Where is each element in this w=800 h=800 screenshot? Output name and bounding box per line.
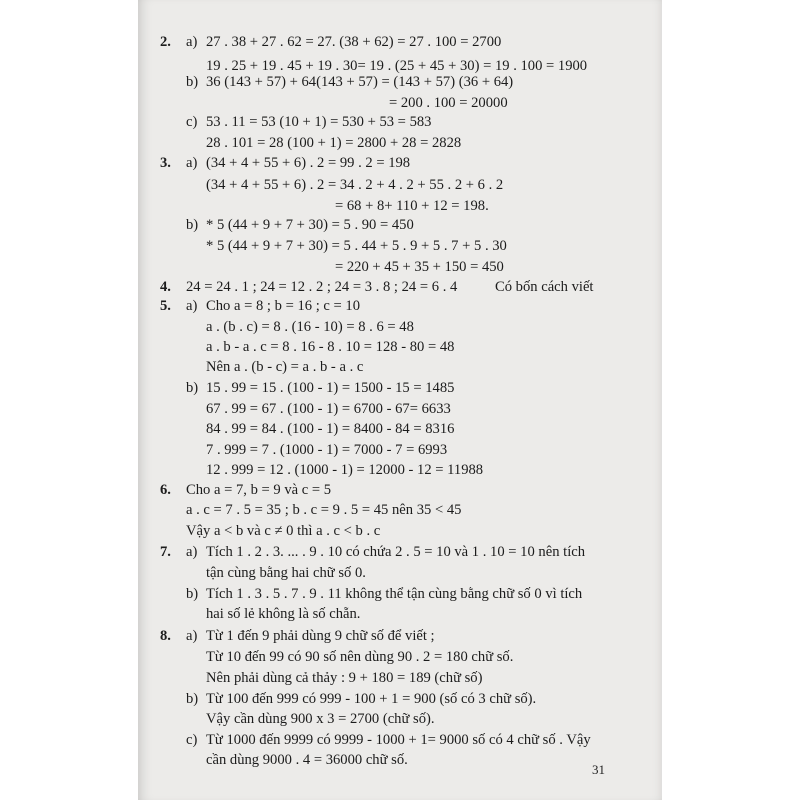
problem-6-line-3: Vậy a < b và c ≠ 0 thì a . c < b . c xyxy=(186,523,381,539)
problem-2b-label: b) xyxy=(186,74,199,90)
problem-4-line-2: Có bốn cách viết xyxy=(495,279,594,295)
problem-2a-label: a) xyxy=(186,34,198,50)
problem-6-number: 6. xyxy=(160,482,171,498)
problem-5-line-4: Nên a . (b - c) = a . b - a . c xyxy=(206,359,364,375)
problem-8-line-4: Từ 100 đến 999 có 999 - 100 + 1 = 900 (số có 3 chữ số). xyxy=(206,691,537,707)
problem-2-line-2: 19 . 25 + 19 . 45 + 19 . 30= 19 . (25 + 45 + 30) = 19 . 100 = 1900 xyxy=(206,58,588,74)
book-page xyxy=(138,0,662,800)
problem-3-line-5: * 5 (44 + 9 + 7 + 30) = 5 . 44 + 5 . 9 + 5 . 7 + 5 . 30 xyxy=(206,238,507,254)
problem-8-line-1: Từ 1 đến 9 phải dùng 9 chữ số để viết ; xyxy=(206,628,435,644)
problem-5a-label: a) xyxy=(186,298,198,314)
problem-7-line-4: hai số lẻ không là số chẵn. xyxy=(206,606,361,622)
problem-5-line-7: 84 . 99 = 84 . (100 - 1) = 8400 - 84 = 8316 xyxy=(206,421,455,437)
problem-2-line-5: 53 . 11 = 53 (10 + 1) = 530 + 53 = 583 xyxy=(206,114,432,130)
problem-3a-label: a) xyxy=(186,155,198,171)
problem-5-line-2: a . (b . c) = 8 . (16 - 10) = 8 . 6 = 48 xyxy=(206,319,414,335)
problem-3-line-1: (34 + 4 + 55 + 6) . 2 = 99 . 2 = 198 xyxy=(206,155,411,171)
problem-5-line-6: 67 . 99 = 67 . (100 - 1) = 6700 - 67= 6633 xyxy=(206,401,451,417)
problem-3-line-4: * 5 (44 + 9 + 7 + 30) = 5 . 90 = 450 xyxy=(206,217,414,233)
problem-4-number: 4. xyxy=(160,279,171,295)
problem-8-line-2: Từ 10 đến 99 có 90 số nên dùng 90 . 2 = 180 chữ số. xyxy=(206,649,514,665)
problem-7-line-2: tận cùng bằng hai chữ số 0. xyxy=(206,565,366,581)
problem-3-line-2: (34 + 4 + 55 + 6) . 2 = 34 . 2 + 4 . 2 + 55 . 2 + 6 . 2 xyxy=(206,177,504,193)
problem-8-line-7: cần dùng 9000 . 4 = 36000 chữ số. xyxy=(206,752,408,768)
problem-8a-label: a) xyxy=(186,628,198,644)
problem-5-line-1: Cho a = 8 ; b = 16 ; c = 10 xyxy=(206,298,360,314)
problem-5b-label: b) xyxy=(186,380,199,396)
problem-8-line-3: Nên phải dùng cả thảy : 9 + 180 = 189 (chữ số) xyxy=(206,670,483,686)
problem-6-line-2: a . c = 7 . 5 = 35 ; b . c = 9 . 5 = 45 nên 35 < 45 xyxy=(186,502,462,518)
problem-2-line-3: 36 (143 + 57) + 64(143 + 57) = (143 + 57) (36 + 64) xyxy=(206,74,514,90)
problem-5-number: 5. xyxy=(160,298,171,314)
problem-8b-label: b) xyxy=(186,691,199,707)
problem-8-number: 8. xyxy=(160,628,171,644)
problem-2-line-4: = 200 . 100 = 20000 xyxy=(389,95,508,111)
problem-3b-label: b) xyxy=(186,217,199,233)
problem-3-number: 3. xyxy=(160,155,171,171)
problem-2-line-1: 27 . 38 + 27 . 62 = 27. (38 + 62) = 27 . 100 = 2700 xyxy=(206,34,502,50)
problem-3-line-3: = 68 + 8+ 110 + 12 = 198. xyxy=(335,198,489,214)
problem-7a-label: a) xyxy=(186,544,198,560)
problem-7-line-3: Tích 1 . 3 . 5 . 7 . 9 . 11 không thể tận cùng bằng chữ số 0 vì tích xyxy=(206,586,583,602)
problem-5-line-3: a . b - a . c = 8 . 16 - 8 . 10 = 128 - 80 = 48 xyxy=(206,339,455,355)
problem-5-line-8: 7 . 999 = 7 . (1000 - 1) = 7000 - 7 = 6993 xyxy=(206,442,448,458)
problem-2-line-6: 28 . 101 = 28 (100 + 1) = 2800 + 28 = 2828 xyxy=(206,135,462,151)
problem-2c-label: c) xyxy=(186,114,198,130)
problem-7b-label: b) xyxy=(186,586,199,602)
problem-8-line-5: Vậy cần dùng 900 x 3 = 2700 (chữ số). xyxy=(206,711,435,727)
problem-4-line-1: 24 = 24 . 1 ; 24 = 12 . 2 ; 24 = 3 . 8 ; 24 = 6 . 4 xyxy=(186,279,458,295)
problem-5-line-9: 12 . 999 = 12 . (1000 - 1) = 12000 - 12 = 11988 xyxy=(206,462,484,478)
problem-2-number: 2. xyxy=(160,34,171,50)
problem-7-line-1: Tích 1 . 2 . 3. ... . 9 . 10 có chứa 2 . 5 = 10 và 1 . 10 = 10 nên tích xyxy=(206,544,586,560)
problem-6-line-1: Cho a = 7, b = 9 và c = 5 xyxy=(186,482,332,498)
problem-7-number: 7. xyxy=(160,544,171,560)
problem-8c-label: c) xyxy=(186,732,198,748)
problem-3-line-6: = 220 + 45 + 35 + 150 = 450 xyxy=(335,259,504,275)
problem-5-line-5: 15 . 99 = 15 . (100 - 1) = 1500 - 15 = 1485 xyxy=(206,380,455,396)
page-number: 31 xyxy=(592,762,605,777)
problem-8-line-6: Từ 1000 đến 9999 có 9999 - 1000 + 1= 9000 số có 4 chữ số . Vậy xyxy=(206,732,591,748)
